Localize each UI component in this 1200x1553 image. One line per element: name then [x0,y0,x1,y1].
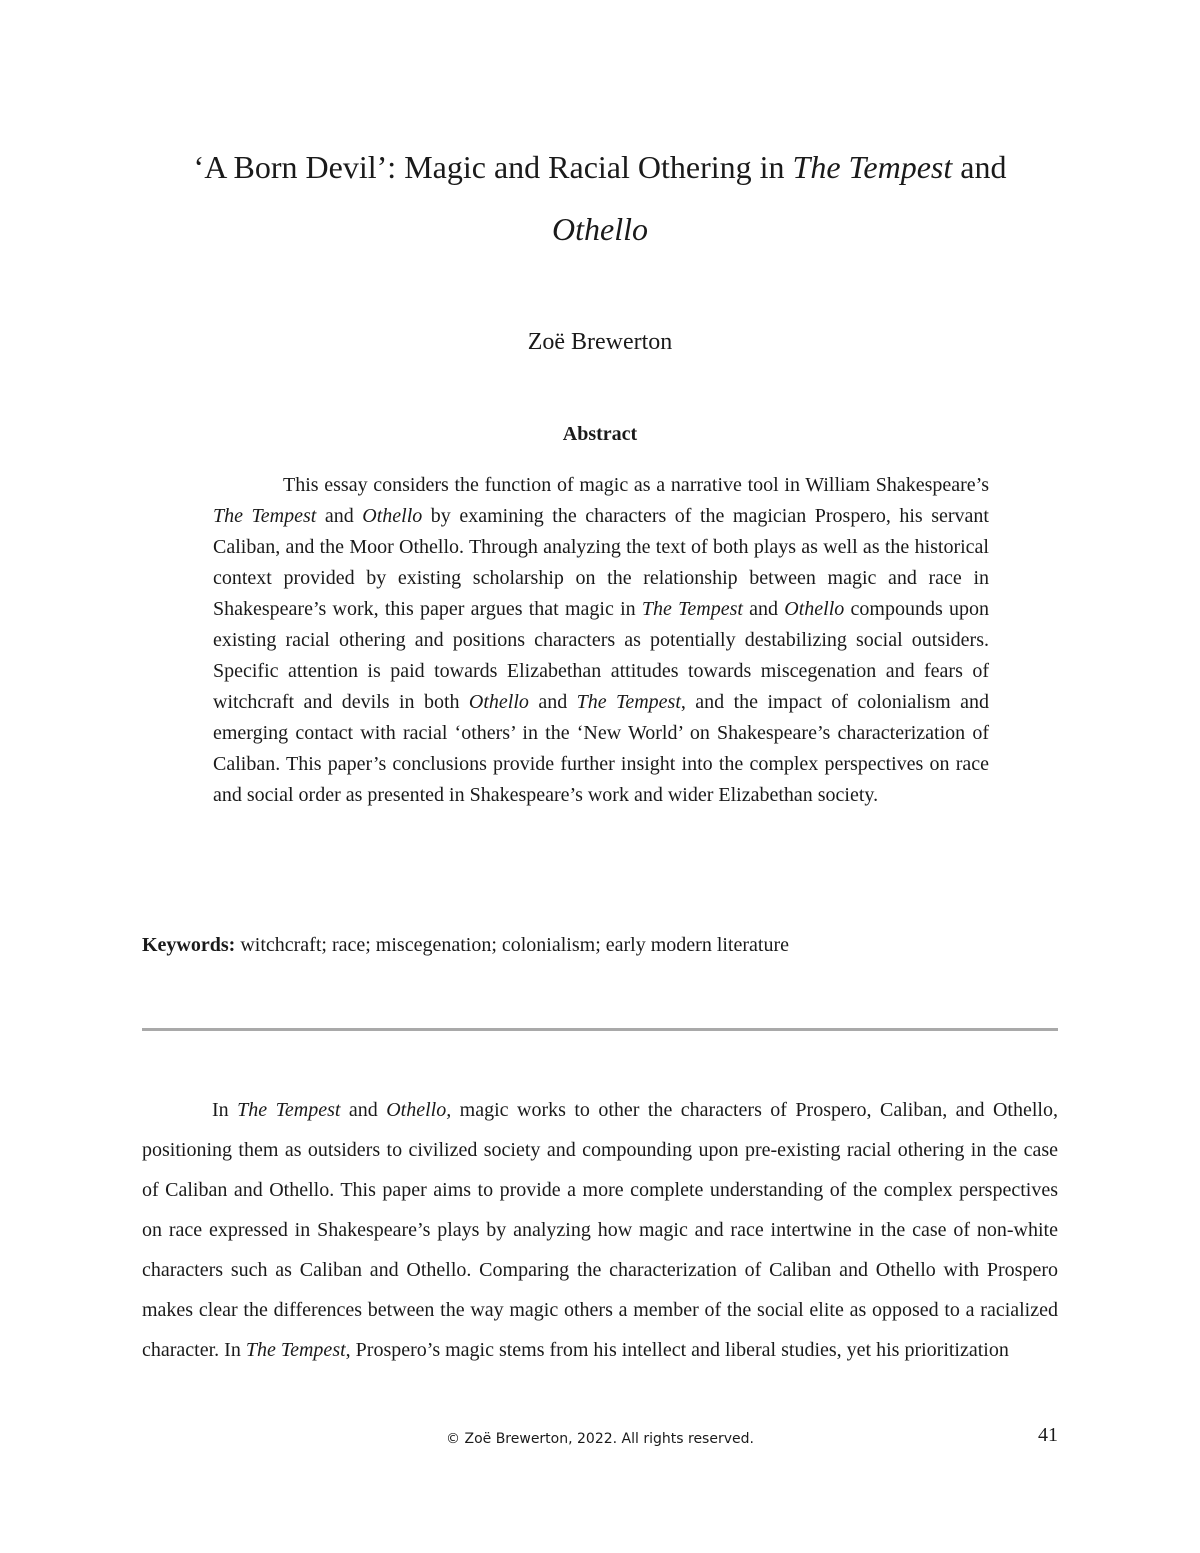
title-italic-tempest: The Tempest [792,149,953,185]
body-paragraph: In The Tempest and Othello, magic works to other the characters of Prospero, Caliban, and Othello, positioning them as outsiders to civilized society and compounding upon pre-existing racial othering in the case of Caliban and Othello. This paper aims to provide a more complete understanding of the complex perspectives on race expressed in Shakespeare’s plays by analyzing how magic and race intertwine in the case of non-white characters such as Caliban and Othello. Comparing the characterization of Caliban and Othello with Prospero makes clear the differences between the way magic others a member of the social elite as opposed to a racialized character. In The Tempest, Prospero’s magic stems from his intellect and liberal studies, yet his prioritization [142,1099,1058,1361]
section-divider [142,1028,1058,1031]
abstract-heading: Abstract [562,423,638,445]
title-text: ‘A Born Devil’: Magic and Racial Othering in [193,149,793,185]
keywords-line [142,930,1062,960]
author-name: Zoë Brewerton [527,329,673,355]
paper-title [100,136,1100,260]
keywords-label: Keywords: [142,934,236,956]
copyright-notice: © Zoë Brewerton, 2022. All rights reserved. [446,1431,754,1447]
page-number: 41 [1038,1424,1058,1446]
title-italic-othello: Othello [552,211,648,247]
title-text-and: and [952,149,1007,185]
keywords-list: witchcraft; race; miscegenation; colonialism; early modern literature [235,934,789,956]
abstract-body: This essay considers the function of magic as a narrative tool in William Shakespeare’s The Tempest and Othello by examining the characters of the magician Prospero, his servant Caliban, and the Moor Othello. Through analyzing the text of both plays as well as the historical context provided by existing scholarship on the relationship between magic and race in Shakespeare’s work, this paper argues that magic in The Tempest and Othello compounds upon existing racial othering and positions characters as potentially destabilizing social outsiders. Specific attention is paid towards Elizabethan attitudes towards miscegenation and fears of witchcraft and devils in both Othello and The Tempest, and the impact of colonialism and emerging contact with racial ‘others’ in the ‘New World’ on Shakespeare’s characterization of Caliban. This paper’s conclusions provide further insight into the complex perspectives on race and social order as presented in Shakespeare’s work and wider Elizabethan society. [213,474,989,806]
